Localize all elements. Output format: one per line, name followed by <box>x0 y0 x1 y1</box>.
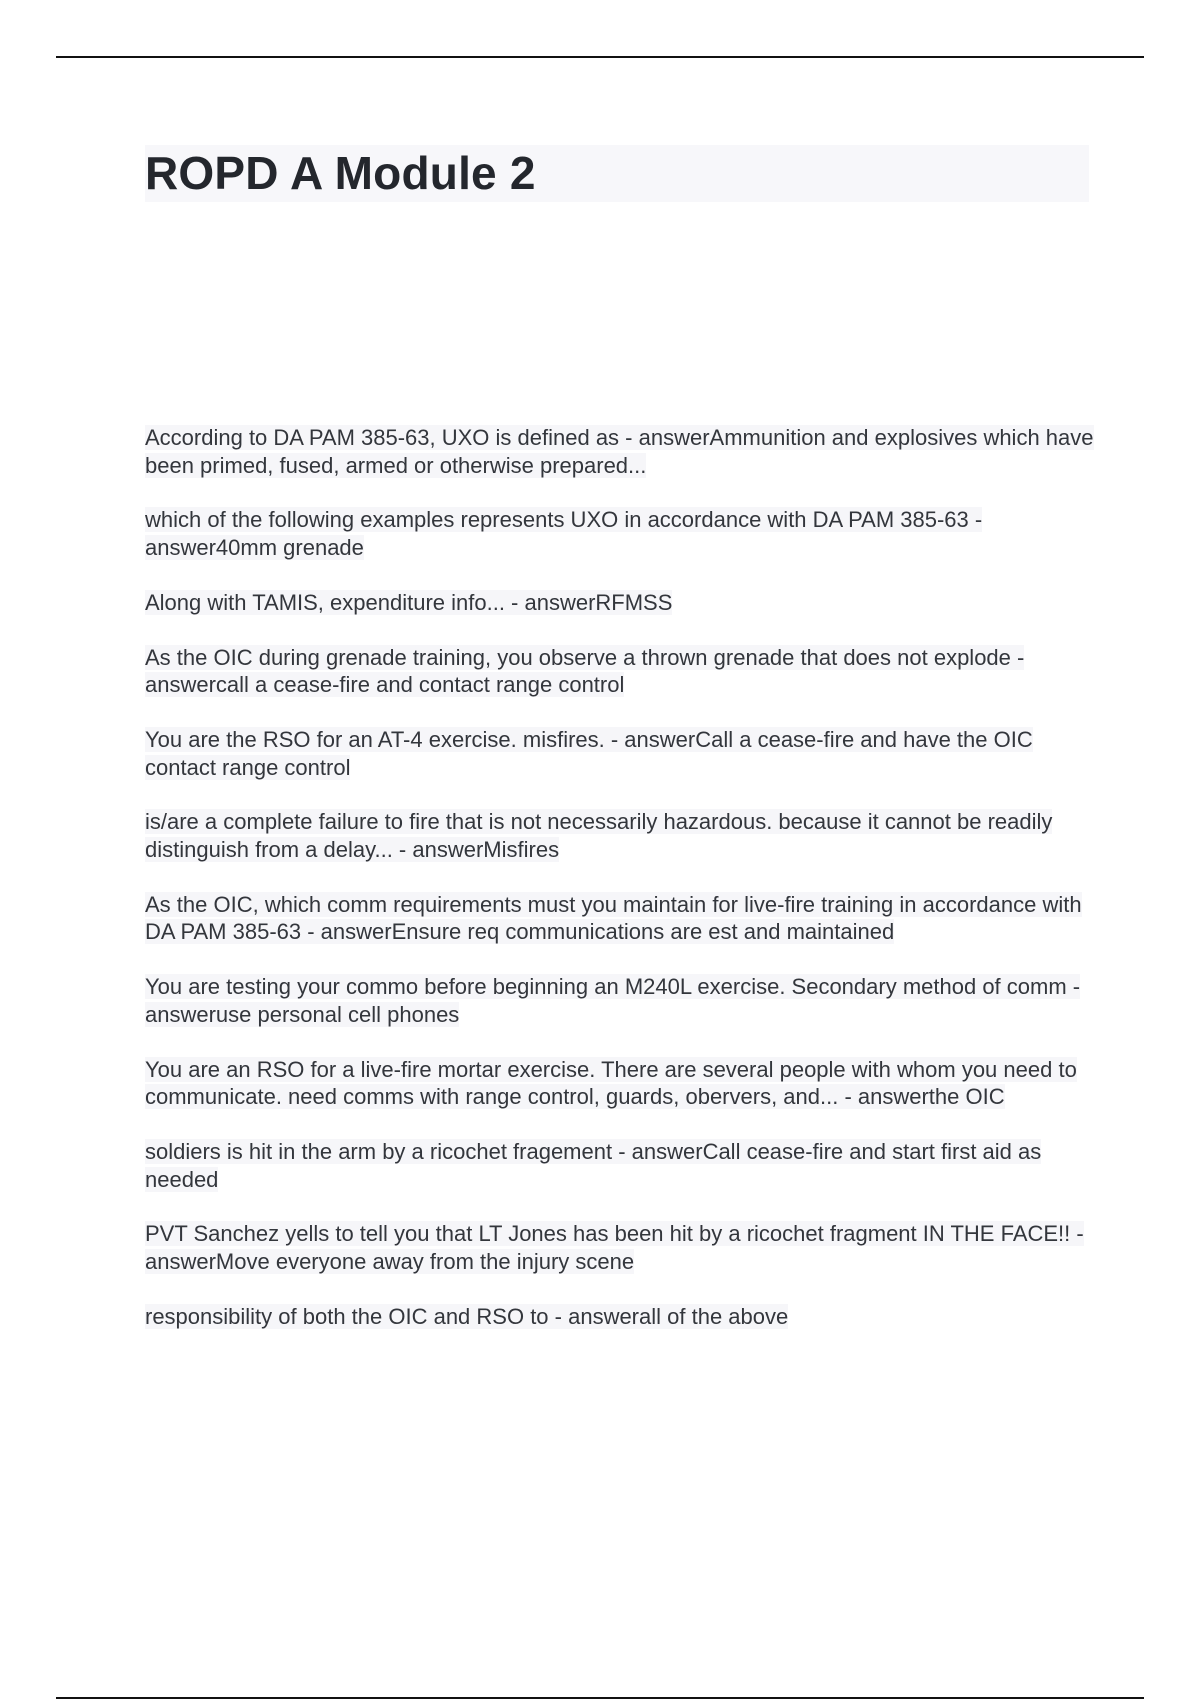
qa-item <box>145 973 1095 1028</box>
qa-item <box>145 424 1095 479</box>
qa-item <box>145 1056 1095 1111</box>
qa-item-text: responsibility of both the OIC and RSO to - answerall of the above <box>145 1303 789 1329</box>
qa-list <box>145 424 1095 1357</box>
qa-item <box>145 589 1095 617</box>
top-rule <box>56 56 1144 58</box>
qa-item-text: You are the RSO for an AT-4 exercise. misfires. - answerCall a cease-fire and have the OIC contact range control <box>145 726 1033 780</box>
qa-item-text: You are testing your commo before beginning an M240L exercise. Secondary method of comm - answeruse personal cell phones <box>145 974 1081 1027</box>
qa-item <box>145 1303 1095 1331</box>
qa-item-text: As the OIC during grenade training, you observe a thrown grenade that does not explode - answercall a cease-fire and contact range control <box>145 644 1025 698</box>
qa-item-text: PVT Sanchez yells to tell you that LT Jones has been hit by a ricochet fragment IN THE FACE!! - answerMove everyone away from the injury scene <box>145 1221 1084 1275</box>
qa-item-text: is/are a complete failure to fire that is not necessarily hazardous. because it cannot be readily distinguish from a delay... - answerMisfires <box>145 809 1053 863</box>
qa-item-text: Along with TAMIS, expenditure info... - answerRFMSS <box>145 589 673 615</box>
qa-item <box>145 644 1095 699</box>
qa-item-text: which of the following examples represents UXO in accordance with DA PAM 385-63 - answer40mm grenade <box>145 507 983 561</box>
qa-item <box>145 726 1095 781</box>
qa-item-text: As the OIC, which comm requirements must you maintain for live-fire training in accordance with DA PAM 385-63 - answerEnsure req communications are est and maintained <box>145 891 1082 945</box>
bottom-rule <box>56 1697 1144 1699</box>
qa-item-text: soldiers is hit in the arm by a ricochet fragement - answerCall cease-fire and start first aid as needed <box>145 1138 1042 1192</box>
qa-item-text: According to DA PAM 385-63, UXO is defined as - answerAmmunition and explosives which have been primed, fused, armed or otherwise prepared... <box>145 425 1094 478</box>
qa-item <box>145 891 1095 946</box>
document-title: ROPD A Module 2 <box>145 147 536 199</box>
qa-item <box>145 506 1095 561</box>
qa-item-text: You are an RSO for a live-fire mortar exercise. There are several people with whom you need to communicate. need comms with range control, guards, obervers, and... - answerthe OIC <box>145 1056 1077 1110</box>
qa-item <box>145 1138 1095 1193</box>
qa-item <box>145 1220 1095 1275</box>
qa-item <box>145 808 1095 863</box>
